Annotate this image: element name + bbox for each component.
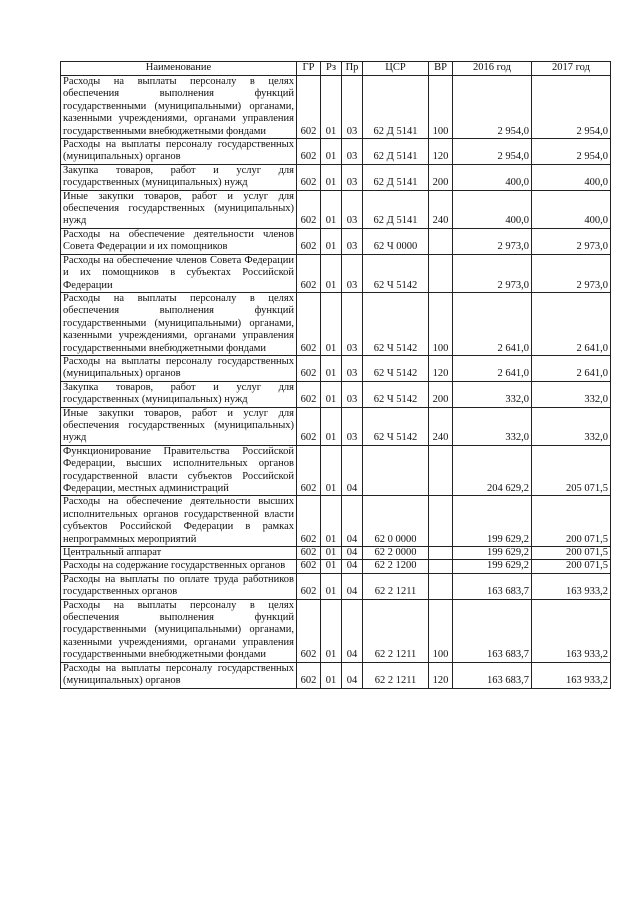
table-header-row: [61, 62, 611, 76]
row-value-2016: 199 629,2: [453, 560, 532, 573]
row-gr: 602: [297, 254, 321, 292]
row-name: Расходы на обеспечение деятельности членов Совета Федерации и их помощников: [61, 228, 297, 254]
row-value-2016: 332,0: [453, 407, 532, 445]
header-2016: 2016 год: [453, 62, 532, 76]
row-pr: 03: [342, 164, 363, 190]
row-value-2017: 2 954,0: [532, 139, 611, 165]
row-name: Расходы на выплаты персоналу в целях обеспечения выполнения функций государственными (муниципальными) органами, казенными учреждениями, органами управления государственными внебюджетными фондами: [61, 292, 297, 355]
row-vr: [429, 560, 453, 573]
row-value-2017: 400,0: [532, 164, 611, 190]
row-csr: 62 Д 5141: [363, 190, 429, 228]
table-row: [61, 599, 611, 662]
row-gr: 602: [297, 560, 321, 573]
row-csr: 62 2 0000: [363, 547, 429, 560]
row-vr: 240: [429, 407, 453, 445]
row-value-2016: 400,0: [453, 164, 532, 190]
row-gr: 602: [297, 662, 321, 688]
row-value-2017: 332,0: [532, 407, 611, 445]
row-name: Иные закупки товаров, работ и услуг для обеспечения государственных (муниципальных) нужд: [61, 190, 297, 228]
row-pr: 04: [342, 547, 363, 560]
table-row: [61, 381, 611, 407]
row-value-2016: 163 683,7: [453, 599, 532, 662]
table-row: [61, 164, 611, 190]
row-value-2017: 163 933,2: [532, 599, 611, 662]
header-gr: ГР: [297, 62, 321, 76]
row-rz: 01: [321, 573, 342, 599]
row-csr: 62 Д 5141: [363, 76, 429, 139]
row-rz: 01: [321, 228, 342, 254]
row-rz: 01: [321, 254, 342, 292]
row-gr: 602: [297, 228, 321, 254]
row-gr: 602: [297, 190, 321, 228]
row-gr: 602: [297, 496, 321, 547]
row-name: Расходы на обеспечение деятельности высших исполнительных органов государственной власти субъектов Российской Федерации в рамках непрограммных мероприятий: [61, 496, 297, 547]
row-value-2017: 163 933,2: [532, 662, 611, 688]
row-pr: 03: [342, 355, 363, 381]
header-pr: Пр: [342, 62, 363, 76]
row-csr: 62 2 1211: [363, 599, 429, 662]
table-row: [61, 573, 611, 599]
row-name: Расходы на выплаты персоналу государственных (муниципальных) органов: [61, 662, 297, 688]
row-csr: 62 Ч 5142: [363, 407, 429, 445]
row-rz: 01: [321, 560, 342, 573]
row-value-2016: 199 629,2: [453, 547, 532, 560]
row-csr: 62 2 1200: [363, 560, 429, 573]
row-rz: 01: [321, 599, 342, 662]
row-value-2016: 332,0: [453, 381, 532, 407]
table-row: [61, 190, 611, 228]
row-gr: 602: [297, 355, 321, 381]
table-row: [61, 76, 611, 139]
row-vr: [429, 445, 453, 496]
row-value-2016: 2 641,0: [453, 355, 532, 381]
row-value-2016: 2 954,0: [453, 139, 532, 165]
row-csr: 62 Ч 5142: [363, 381, 429, 407]
row-name: Расходы на выплаты персоналу государственных (муниципальных) органов: [61, 355, 297, 381]
row-pr: 04: [342, 445, 363, 496]
row-pr: 04: [342, 560, 363, 573]
row-value-2016: 2 954,0: [453, 76, 532, 139]
row-vr: [429, 573, 453, 599]
row-rz: 01: [321, 381, 342, 407]
row-gr: 602: [297, 547, 321, 560]
table-row: [61, 496, 611, 547]
row-value-2016: 400,0: [453, 190, 532, 228]
table-row: [61, 254, 611, 292]
table-row: [61, 228, 611, 254]
row-gr: 602: [297, 599, 321, 662]
row-vr: 120: [429, 355, 453, 381]
row-value-2017: 200 071,5: [532, 547, 611, 560]
row-rz: 01: [321, 407, 342, 445]
row-gr: 602: [297, 573, 321, 599]
row-gr: 602: [297, 164, 321, 190]
header-vr: ВР: [429, 62, 453, 76]
row-name: Расходы на выплаты персоналу государственных (муниципальных) органов: [61, 139, 297, 165]
row-gr: 602: [297, 292, 321, 355]
table-row: [61, 407, 611, 445]
budget-table: [60, 61, 611, 689]
row-value-2016: 199 629,2: [453, 496, 532, 547]
row-name: Расходы на содержание государственных органов: [61, 560, 297, 573]
table-row: [61, 560, 611, 573]
row-gr: 602: [297, 381, 321, 407]
budget-page: [60, 61, 611, 689]
row-pr: 03: [342, 254, 363, 292]
table-row: [61, 547, 611, 560]
row-value-2017: 2 641,0: [532, 292, 611, 355]
header-csr: ЦСР: [363, 62, 429, 76]
row-rz: 01: [321, 292, 342, 355]
row-vr: 100: [429, 599, 453, 662]
row-pr: 04: [342, 599, 363, 662]
row-value-2017: 400,0: [532, 190, 611, 228]
row-value-2016: 163 683,7: [453, 573, 532, 599]
row-vr: 240: [429, 190, 453, 228]
row-vr: 200: [429, 381, 453, 407]
row-csr: 62 2 1211: [363, 662, 429, 688]
row-vr: 120: [429, 139, 453, 165]
header-2017: 2017 год: [532, 62, 611, 76]
table-row: [61, 139, 611, 165]
row-pr: 03: [342, 76, 363, 139]
row-value-2017: 2 973,0: [532, 254, 611, 292]
row-name: Центральный аппарат: [61, 547, 297, 560]
row-pr: 03: [342, 228, 363, 254]
row-value-2017: 200 071,5: [532, 560, 611, 573]
row-rz: 01: [321, 190, 342, 228]
row-vr: [429, 254, 453, 292]
header-rz: Рз: [321, 62, 342, 76]
row-csr: 62 2 1211: [363, 573, 429, 599]
table-row: [61, 355, 611, 381]
row-name: Функционирование Правительства Российской Федерации, высших исполнительных органов государственной власти субъектов Российской Федерации, местных администраций: [61, 445, 297, 496]
row-vr: [429, 547, 453, 560]
row-value-2016: 204 629,2: [453, 445, 532, 496]
row-csr: 62 Д 5141: [363, 139, 429, 165]
row-vr: 200: [429, 164, 453, 190]
row-csr: 62 Ч 5142: [363, 254, 429, 292]
row-csr: [363, 445, 429, 496]
row-name: Расходы на выплаты персоналу в целях обеспечения выполнения функций государственными (муниципальными) органами, казенными учреждениями, органами управления государственными внебюджетными фондами: [61, 599, 297, 662]
row-pr: 04: [342, 496, 363, 547]
row-csr: 62 0 0000: [363, 496, 429, 547]
row-gr: 602: [297, 139, 321, 165]
row-vr: 100: [429, 76, 453, 139]
row-rz: 01: [321, 445, 342, 496]
row-value-2017: 205 071,5: [532, 445, 611, 496]
row-value-2017: 2 954,0: [532, 76, 611, 139]
row-value-2017: 332,0: [532, 381, 611, 407]
row-gr: 602: [297, 76, 321, 139]
row-name: Иные закупки товаров, работ и услуг для обеспечения государственных (муниципальных) нужд: [61, 407, 297, 445]
row-rz: 01: [321, 355, 342, 381]
row-gr: 602: [297, 445, 321, 496]
row-rz: 01: [321, 496, 342, 547]
row-csr: 62 Д 5141: [363, 164, 429, 190]
row-value-2017: 163 933,2: [532, 573, 611, 599]
row-vr: [429, 496, 453, 547]
row-value-2016: 2 973,0: [453, 228, 532, 254]
row-pr: 03: [342, 292, 363, 355]
table-row: [61, 662, 611, 688]
row-value-2016: 2 973,0: [453, 254, 532, 292]
header-name: Наименование: [61, 62, 297, 76]
row-value-2017: 200 071,5: [532, 496, 611, 547]
row-csr: 62 Ч 5142: [363, 355, 429, 381]
table-body: [61, 76, 611, 689]
row-vr: 120: [429, 662, 453, 688]
table-row: [61, 292, 611, 355]
table-row: [61, 445, 611, 496]
row-vr: [429, 228, 453, 254]
row-value-2017: 2 641,0: [532, 355, 611, 381]
row-rz: 01: [321, 662, 342, 688]
row-rz: 01: [321, 547, 342, 560]
row-pr: 04: [342, 662, 363, 688]
row-csr: 62 Ч 0000: [363, 228, 429, 254]
row-value-2017: 2 973,0: [532, 228, 611, 254]
row-pr: 03: [342, 381, 363, 407]
row-pr: 03: [342, 139, 363, 165]
row-pr: 04: [342, 573, 363, 599]
row-rz: 01: [321, 76, 342, 139]
row-rz: 01: [321, 139, 342, 165]
row-name: Закупка товаров, работ и услуг для государственных (муниципальных) нужд: [61, 164, 297, 190]
row-pr: 03: [342, 407, 363, 445]
row-vr: 100: [429, 292, 453, 355]
row-csr: 62 Ч 5142: [363, 292, 429, 355]
row-rz: 01: [321, 164, 342, 190]
row-value-2016: 163 683,7: [453, 662, 532, 688]
row-name: Расходы на обеспечение членов Совета Федерации и их помощников в субъектах Российской Федерации: [61, 254, 297, 292]
row-name: Расходы на выплаты персоналу в целях обеспечения выполнения функций государственными (муниципальными) органами, казенными учреждениями, органами управления государственными внебюджетными фондами: [61, 76, 297, 139]
row-name: Расходы на выплаты по оплате труда работников государственных органов: [61, 573, 297, 599]
row-pr: 03: [342, 190, 363, 228]
row-value-2016: 2 641,0: [453, 292, 532, 355]
row-name: Закупка товаров, работ и услуг для государственных (муниципальных) нужд: [61, 381, 297, 407]
row-gr: 602: [297, 407, 321, 445]
